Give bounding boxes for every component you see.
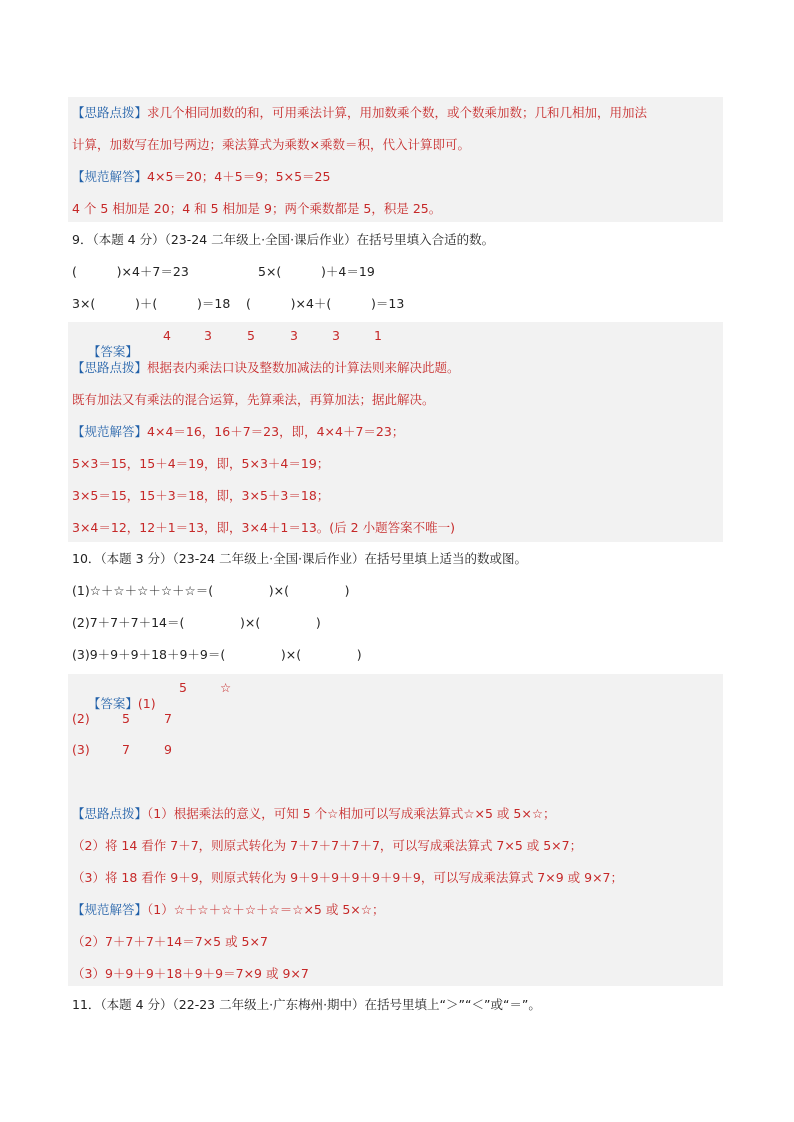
q9-answer-1: 4 bbox=[163, 328, 171, 343]
q10-answer-2-label: (2) bbox=[72, 711, 90, 726]
q9-blank-4: ( )×4＋( )＝13 bbox=[246, 296, 405, 311]
q8-hint-tag: 【思路点拨】 bbox=[72, 105, 148, 120]
q9-answer-3: 5 bbox=[247, 328, 255, 343]
q10-solution-1: 【规范解答】（1）☆＋☆＋☆＋☆＋☆＝☆×5 或 5×☆； bbox=[72, 902, 385, 917]
q9-answer-6: 1 bbox=[374, 328, 382, 343]
q10-answer-row-1: 【答案】(1) bbox=[87, 696, 156, 711]
q10-answer-2b: 7 bbox=[164, 711, 172, 726]
q10-answer-3-label: (3) bbox=[72, 742, 90, 757]
q10-solution-2: （2）7＋7＋7＋14＝7×5 或 5×7 bbox=[72, 934, 268, 949]
q9-blank-1: ( )×4＋7＝23 bbox=[72, 264, 189, 279]
q10-hint-3: （3）将 18 看作 9＋9，则原式转化为 9＋9＋9＋9＋9＋9＋9，可以写成乘法算式 7×9 或 9×7； bbox=[72, 870, 624, 885]
q9-solution-3: 3×5＝15，15＋3＝18，即，3×5＋3＝18； bbox=[72, 488, 330, 503]
q10-answer-3b: 9 bbox=[164, 742, 172, 757]
q9-solution-4: 3×4＝12，12＋1＝13，即，3×4＋1＝13。(后 2 小题答案不唯一) bbox=[72, 520, 455, 535]
q9-solution-1: 【规范解答】4×4＝16，16＋7＝23，即，4×4＋7＝23； bbox=[72, 424, 405, 439]
q10-hint-1: 【思路点拨】（1）根据乘法的意义，可知 5 个☆相加可以写成乘法算式☆×5 或 5×☆； bbox=[72, 806, 556, 821]
q9-answer-tag: 【答案】 bbox=[87, 344, 138, 359]
q9-blank-3: 3×( )＋( )＝18 bbox=[72, 296, 231, 311]
q9-hint-line1: 【思路点拨】根据表内乘法口诀及整数加减法的计算法则来解决此题。 bbox=[72, 360, 460, 375]
q9-answer-5: 3 bbox=[332, 328, 340, 343]
q8-solution: 【规范解答】4×5＝20；4＋5＝9；5×5＝25 bbox=[72, 169, 331, 184]
q8-hint-line1: 【思路点拨】求几个相同加数的和，可用乘法计算，用加数乘个数，或个数乘加数；几和几相加，用加法 bbox=[72, 105, 648, 120]
q9-hint-tag: 【思路点拨】 bbox=[72, 360, 148, 375]
q10-item-2: (2)7＋7＋7＋14＝( )×( ) bbox=[72, 615, 321, 630]
q10-item-1: (1)☆＋☆＋☆＋☆＋☆＝( )×( ) bbox=[72, 583, 350, 598]
q9-hint-line2: 既有加法又有乘法的混合运算，先算乘法，再算加法；据此解决。 bbox=[72, 392, 435, 407]
q9-answer-2: 3 bbox=[204, 328, 212, 343]
q10-solution-tag: 【规范解答】 bbox=[72, 902, 148, 917]
q8-solution-tag: 【规范解答】 bbox=[72, 169, 148, 184]
q10-hint-2: （2）将 14 看作 7＋7，则原式转化为 7＋7＋7＋7＋7，可以写成乘法算式 7×5 或 5×7； bbox=[72, 838, 583, 853]
q9-answer-4: 3 bbox=[290, 328, 298, 343]
q10-solution-3: （3）9＋9＋9＋18＋9＋9＝7×9 或 9×7 bbox=[72, 966, 309, 981]
q10-item-3: (3)9＋9＋9＋18＋9＋9＝( )×( ) bbox=[72, 647, 362, 662]
q10-title: 10．（本题 3 分）（23-24 二年级上·全国·课后作业）在括号里填上适当的数或图。 bbox=[72, 551, 528, 566]
star-icon: ☆ bbox=[220, 680, 232, 695]
q10-answer-3a: 7 bbox=[122, 742, 130, 757]
q8-hint-line2: 计算，加数写在加号两边；乘法算式为乘数×乘数＝积，代入计算即可。 bbox=[72, 137, 470, 152]
q9-title: 9．（本题 4 分）（23-24 二年级上·全国·课后作业）在括号里填入合适的数。 bbox=[72, 232, 495, 247]
q8-note: 4 个 5 相加是 20；4 和 5 相加是 9；两个乘数都是 5，积是 25。 bbox=[72, 201, 442, 216]
q10-answer-1a: 5 bbox=[179, 680, 187, 695]
q10-answer-2a: 5 bbox=[122, 711, 130, 726]
q11-title: 11．（本题 4 分）（22-23 二年级上·广东梅州·期中）在括号里填上“＞”“＜”或“＝”。 bbox=[72, 997, 541, 1012]
q10-answer-tag: 【答案】 bbox=[87, 696, 138, 711]
q10-hint-tag: 【思路点拨】 bbox=[72, 806, 148, 821]
q9-blank-2: 5×( )＋4＝19 bbox=[258, 264, 375, 279]
q9-solution-tag: 【规范解答】 bbox=[72, 424, 148, 439]
q9-solution-2: 5×3＝15，15＋4＝19，即，5×3＋4＝19； bbox=[72, 456, 330, 471]
